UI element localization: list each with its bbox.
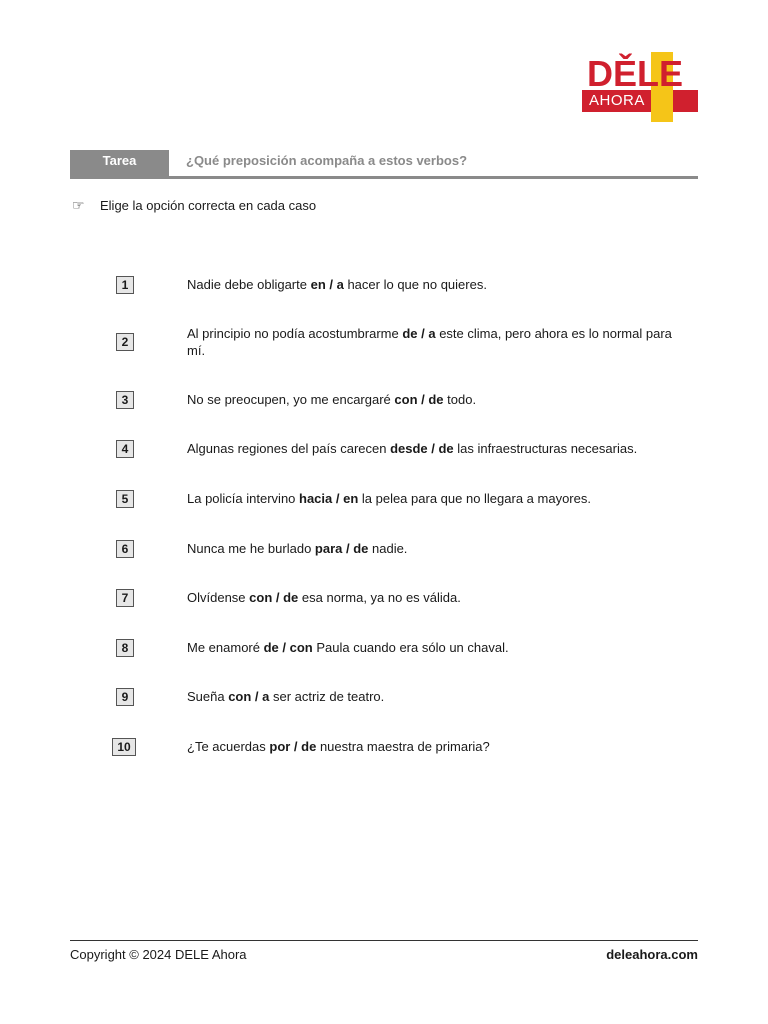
item-sentence <box>187 391 687 408</box>
task-tag: Tarea <box>70 150 169 176</box>
sentence-end: ser actriz de teatro. <box>269 689 385 704</box>
item-number-box: 1 <box>116 276 134 294</box>
item-number-box: 5 <box>116 490 134 508</box>
item-number-box: 8 <box>116 639 134 657</box>
item-sentence <box>187 490 687 507</box>
task-header-rule <box>70 176 698 179</box>
preposition-options[interactable]: con / a <box>228 689 270 704</box>
preposition-options[interactable]: de / a <box>402 326 436 341</box>
item-number-box: 7 <box>116 589 134 607</box>
item-sentence <box>187 440 687 457</box>
sentence-end: hacer lo que no quieres. <box>343 277 487 292</box>
preposition-options[interactable]: con / de <box>249 590 299 605</box>
instruction-text: Elige la opción correcta en cada caso <box>100 198 317 213</box>
logo-dele-text: DĚLE <box>587 53 684 94</box>
sentence-start: Sueña <box>187 689 229 704</box>
item-sentence <box>187 738 687 755</box>
preposition-options[interactable]: en / a <box>310 277 344 292</box>
preposition-options[interactable]: hacia / en <box>299 491 359 506</box>
copyright-text: Copyright © 2024 DELE Ahora <box>70 947 247 962</box>
site-link[interactable]: deleahora.com <box>606 947 698 962</box>
sentence-end: la pelea para que no llegara a mayores. <box>358 491 591 506</box>
preposition-options[interactable]: para / de <box>314 541 369 556</box>
item-sentence <box>187 688 687 705</box>
preposition-options[interactable]: por / de <box>269 739 317 754</box>
sentence-start: Olvídense <box>187 590 250 605</box>
sentence-end: todo. <box>443 392 477 407</box>
sentence-end: este clima, pero ahora es lo normal para mí. <box>187 326 672 358</box>
sentence-start: La policía intervino <box>187 491 300 506</box>
logo-ahora-text: AHORA <box>589 92 645 109</box>
sentence-end: nuestra maestra de primaria? <box>316 739 490 754</box>
pointing-hand-icon: ☞ <box>72 197 85 213</box>
item-number-box: 2 <box>116 333 134 351</box>
task-title: ¿Qué preposición acompaña a estos verbos? <box>186 153 468 168</box>
sentence-start: Nunca me he burlado <box>187 541 315 556</box>
item-number-box: 4 <box>116 440 134 458</box>
preposition-options[interactable]: de / con <box>263 640 313 655</box>
sentence-start: Algunas regiones del país carecen <box>187 441 391 456</box>
item-number-box: 10 <box>112 738 136 756</box>
preposition-options[interactable]: desde / de <box>390 441 454 456</box>
sentence-start: Me enamoré <box>187 640 264 655</box>
item-sentence <box>187 639 687 656</box>
item-sentence <box>187 276 687 293</box>
item-number-box: 6 <box>116 540 134 558</box>
task-header <box>70 150 698 179</box>
sentence-start: Al principio no podía acostumbrarme <box>187 326 403 341</box>
item-number-box: 9 <box>116 688 134 706</box>
sentence-start: Nadie debe obligarte <box>187 277 311 292</box>
sentence-start: ¿Te acuerdas <box>187 739 270 754</box>
footer-rule <box>70 940 698 941</box>
sentence-end: Paula cuando era sólo un chaval. <box>312 640 509 655</box>
item-sentence <box>187 589 687 606</box>
dele-ahora-logo <box>582 52 698 122</box>
instruction <box>72 196 316 216</box>
sentence-end: esa norma, ya no es válida. <box>298 590 461 605</box>
sentence-end: nadie. <box>368 541 408 556</box>
item-sentence <box>187 540 687 557</box>
sentence-end: las infraestructuras necesarias. <box>453 441 638 456</box>
preposition-options[interactable]: con / de <box>394 392 444 407</box>
item-sentence <box>187 325 687 359</box>
item-number-box: 3 <box>116 391 134 409</box>
sentence-start: No se preocupen, yo me encargaré <box>187 392 395 407</box>
